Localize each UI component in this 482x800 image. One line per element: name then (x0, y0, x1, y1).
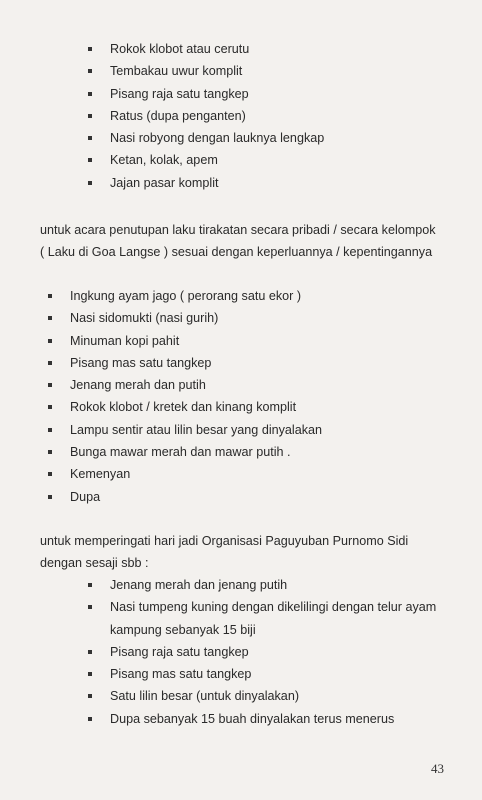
paragraph-line: untuk memperingati hari jadi Organisasi Paguyuban Purnomo Sidi (40, 534, 409, 548)
list-item: Pisang raja satu tangkep (86, 83, 324, 105)
offerings-list-1 (86, 38, 324, 194)
list-item: Rokok klobot atau cerutu (86, 38, 324, 60)
list-item: Dupa sebanyak 15 buah dinyalakan terus menerus (86, 708, 456, 730)
list-item: Pisang mas satu tangkep (46, 352, 322, 374)
paragraph-line: ( Laku di Goa Langse ) sesuai dengan keperluannya / kepentingannya (40, 245, 433, 259)
list-item: Ingkung ayam jago ( perorang satu ekor ) (46, 285, 322, 307)
list-item: Kemenyan (46, 463, 322, 485)
list-item: Satu lilin besar (untuk dinyalakan) (86, 685, 456, 707)
list-item: Jenang merah dan jenang putih (86, 574, 456, 596)
list-item: Dupa (46, 486, 322, 508)
list-item: Minuman kopi pahit (46, 330, 322, 352)
offerings-list-3 (86, 574, 456, 730)
paragraph-line: untuk acara penutupan laku tirakatan secara pribadi / secara kelompok (40, 223, 436, 237)
closing-ritual-paragraph (40, 219, 436, 263)
list-item: Lampu sentir atau lilin besar yang dinyalakan (46, 419, 322, 441)
list-item: Ratus (dupa penganten) (86, 105, 324, 127)
anniversary-paragraph (40, 530, 450, 574)
list-item: Nasi robyong dengan lauknya lengkap (86, 127, 324, 149)
list-item: Tembakau uwur komplit (86, 60, 324, 82)
paragraph-line: dengan sesaji sbb : (40, 556, 149, 570)
list-item: Nasi tumpeng kuning dengan dikelilingi dengan telur ayam kampung sebanyak 15 biji (86, 596, 456, 641)
list-item: Ketan, kolak, apem (86, 149, 324, 171)
list-item: Jenang merah dan putih (46, 374, 322, 396)
page-number: 43 (431, 761, 444, 776)
list-item: Bunga mawar merah dan mawar putih . (46, 441, 322, 463)
list-item: Pisang raja satu tangkep (86, 641, 456, 663)
list-item: Jajan pasar komplit (86, 172, 324, 194)
list-item: Pisang mas satu tangkep (86, 663, 456, 685)
offerings-list-2 (46, 285, 322, 508)
list-item: Nasi sidomukti (nasi gurih) (46, 307, 322, 329)
list-item: Rokok klobot / kretek dan kinang komplit (46, 396, 322, 418)
